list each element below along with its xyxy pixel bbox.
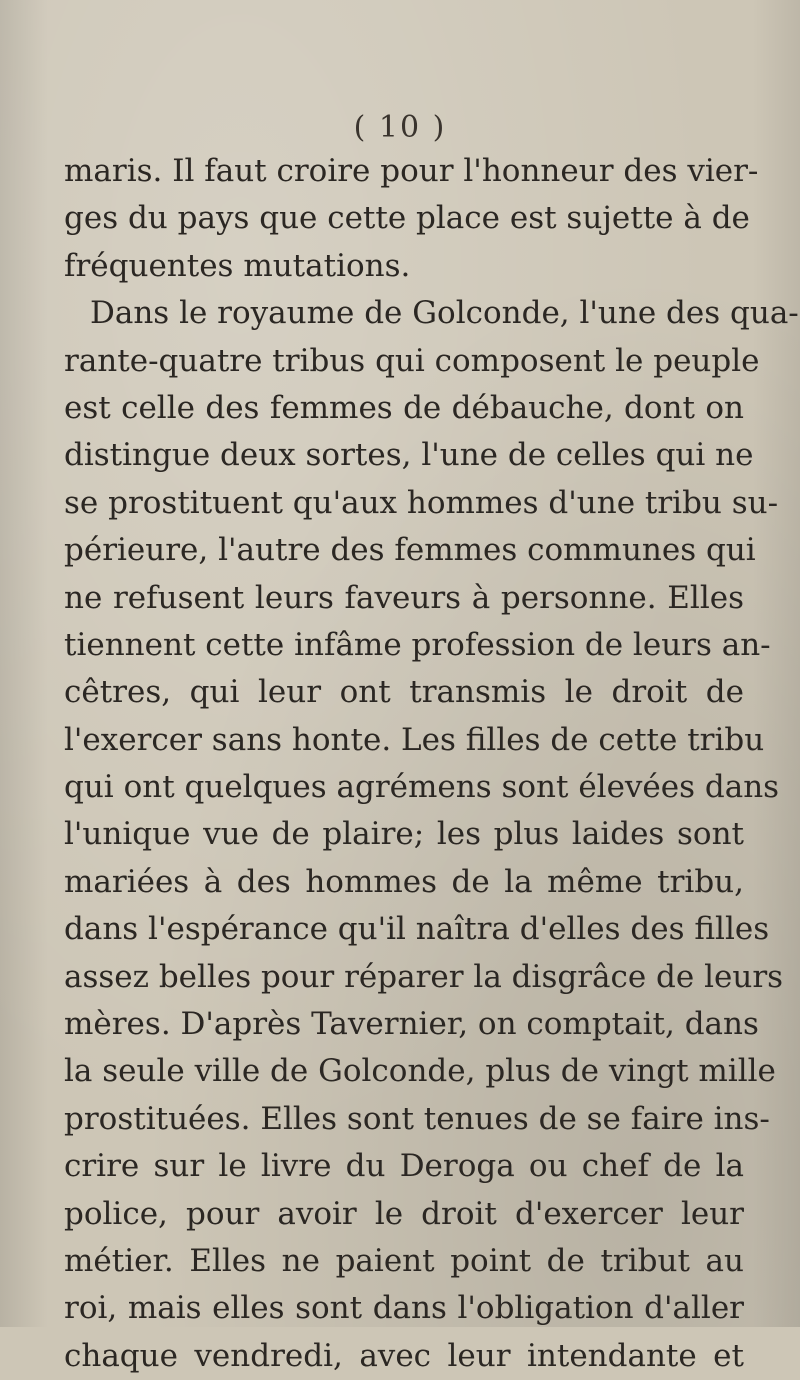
text-line: roi, mais elles sont dans l'obligation d'aller	[64, 1290, 744, 1327]
text-line: dans l'espérance qu'il naîtra d'elles des filles	[64, 911, 770, 948]
text-line: mariées à des hommes de la même tribu,	[64, 863, 744, 900]
text-line: tiennent cette infâme profession de leurs an-	[64, 626, 771, 663]
text-line: qui ont quelques agrémens sont élevées dans	[64, 769, 780, 806]
text-line: assez belles pour réparer la disgrâce de leurs	[64, 958, 784, 995]
text-line: ges du pays que cette place est sujette à de	[64, 200, 750, 237]
text-line: maris. Il faut croire pour l'honneur des vier-	[64, 153, 759, 189]
text-line: périeure, l'autre des femmes communes qui	[64, 532, 756, 569]
text-line: l'exercer sans honte. Les filles de cette tribu	[64, 721, 765, 758]
text-line: mères. D'après Tavernier, on comptait, dans	[64, 1006, 759, 1043]
text-line: cêtres, qui leur ont transmis le droit de	[64, 674, 744, 711]
text-line: chaque vendredi, avec leur intendante et	[64, 1337, 744, 1374]
text-line: se prostituent qu'aux hommes d'une tribu su-	[64, 484, 779, 521]
text-line: métier. Elles ne paient point de tribut au	[64, 1242, 744, 1279]
text-line: l'unique vue de plaire; les plus laides sont	[64, 816, 744, 853]
text-line: crire sur le livre du Deroga ou chef de la	[64, 1148, 744, 1185]
body-text	[64, 148, 799, 1380]
text-line: rante-quatre tribus qui composent le peuple	[64, 342, 760, 379]
page-number: ( 10 )	[353, 110, 447, 145]
text-line: police, pour avoir le droit d'exercer leur	[64, 1195, 744, 1232]
text-line: ne refusent leurs faveurs à personne. Elles	[64, 579, 744, 616]
text-line: la seule ville de Golconde, plus de vingt mille	[64, 1053, 776, 1090]
text-line: fréquentes mutations.	[64, 247, 411, 284]
text-line: Dans le royaume de Golconde, l'une des qua-	[90, 295, 799, 332]
text-line: distingue deux sortes, l'une de celles qui ne	[64, 437, 754, 474]
text-line: prostituées. Elles sont tenues de se faire ins-	[64, 1100, 770, 1137]
text-line: est celle des femmes de débauche, dont on	[64, 389, 744, 426]
